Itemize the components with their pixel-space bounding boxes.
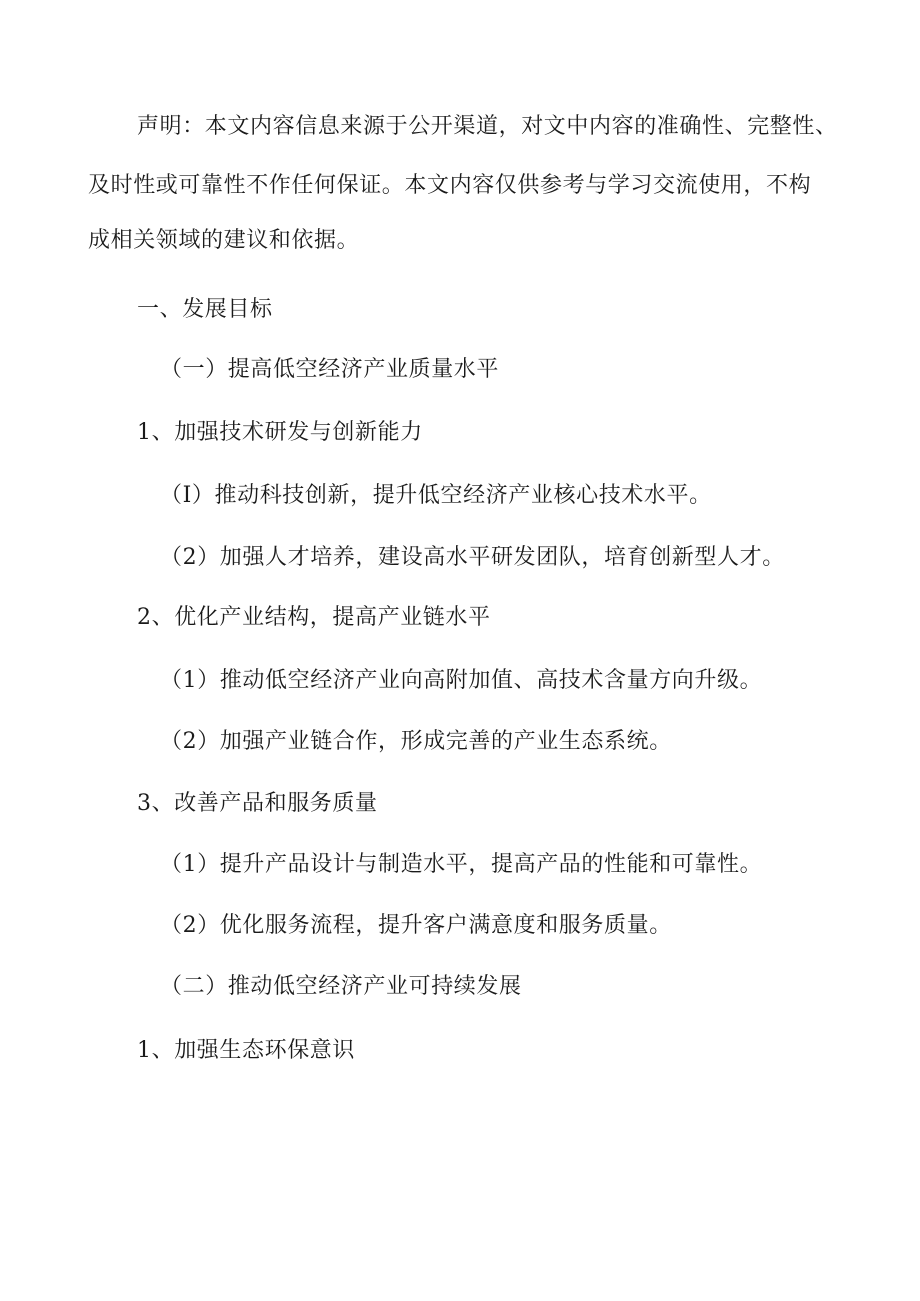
list-item: （1）推动低空经济产业向高附加值、高技术含量方向升级。 (160, 668, 763, 693)
list-item: （I）推动科技创新，提升低空经济产业核心技术水平。 (160, 483, 712, 508)
point-industry-structure: 2、优化产业结构，提高产业链水平 (137, 605, 491, 630)
declaration-line-3: 成相关领域的建议和依据。 (88, 228, 360, 253)
point-product-service-quality: 3、改善产品和服务质量 (137, 791, 378, 816)
heading-development-goals: 一、发展目标 (137, 297, 273, 322)
subheading-quality-level: （一）提高低空经济产业质量水平 (160, 357, 500, 382)
list-item: （1）提升产品设计与制造水平，提高产品的性能和可靠性。 (160, 852, 763, 877)
list-item: （2）优化服务流程，提升客户满意度和服务质量。 (160, 913, 672, 938)
subheading-sustainable-development: （二）推动低空经济产业可持续发展 (160, 974, 522, 999)
point-tech-innovation: 1、加强技术研发与创新能力 (137, 420, 423, 445)
list-item: （2）加强产业链合作，形成完善的产业生态系统。 (160, 729, 672, 754)
declaration-line-2: 及时性或可靠性不作任何保证。本文内容仅供参考与学习交流使用，不构 (88, 173, 812, 198)
list-item: （2）加强人才培养，建设高水平研发团队，培育创新型人才。 (160, 545, 785, 570)
declaration-line-1: 声明：本文内容信息来源于公开渠道，对文中内容的准确性、完整性、 (137, 114, 838, 139)
point-eco-awareness: 1、加强生态环保意识 (137, 1038, 355, 1063)
